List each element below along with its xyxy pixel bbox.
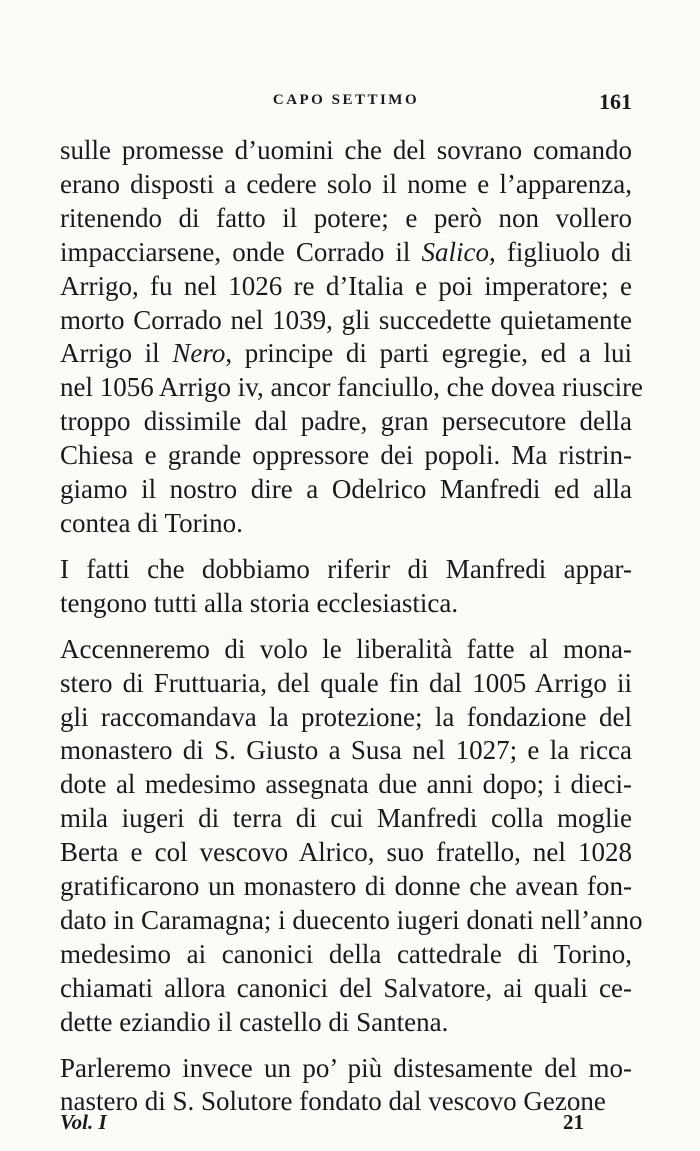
running-title: CAPO SETTIMO — [272, 92, 420, 108]
text-line: giamo il nostro dire a Odelrico Manfredi ed alla — [60, 474, 632, 505]
text-line: morto Corrado nel 1039, gli succedette quietamente — [60, 304, 632, 335]
text-line: sulle promesse d’uomini che del sovrano comando — [60, 135, 632, 165]
text-line: dote al medesimo assegnata due anni dopo; i dieci- — [60, 769, 632, 800]
signature-mark: 21 — [563, 1110, 584, 1134]
page-number: 161 — [599, 89, 632, 114]
page-footer — [60, 1110, 632, 1140]
paragraph — [60, 633, 643, 1040]
text-line: tengono tutti alla storia ecclesiastica. — [60, 587, 459, 618]
italic-term: Salico — [421, 236, 490, 267]
text-line: medesimo ai canonici della cattedrale di Torino, — [60, 938, 632, 969]
text-line: I fatti che dobbiamo riferir di Manfredi appar- — [60, 553, 632, 584]
text-line: Berta e col vescovo Alrico, suo fratello, nel 1028 — [60, 837, 632, 868]
text-line: monastero di S. Giusto a Susa nel 1027; e la ricca — [60, 735, 632, 766]
body-text — [60, 134, 644, 1119]
text-line: nel 1056 Arrigo iv, ancor fanciullo, che dovea riuscire — [60, 372, 644, 403]
italic-term: Nero — [172, 338, 226, 369]
text-line: nastero di S. Solutore fondato dal vescovo Gezone — [60, 1086, 606, 1117]
text-line: chiamati allora canonici del Salvatore, ai quali ce- — [60, 972, 632, 1003]
text-line: Parleremo invece un po’ più distesamente del mo- — [60, 1052, 632, 1083]
volume-signature: Vol. I — [60, 1110, 107, 1134]
text-line: stero di Fruttuaria, del quale fin dal 1005 Arrigo ii — [60, 667, 632, 698]
text-line: Accenneremo di volo le liberalità fatte al mona- — [60, 633, 632, 664]
text-line: gratificarono un monastero di donne che avean fon- — [60, 871, 632, 902]
text-line: Chiesa e grande oppressore dei popoli. Ma ristrin- — [60, 440, 632, 471]
text-line: contea di Torino. — [60, 507, 243, 538]
text-line: dato in Caramagna; i duecento iugeri donati nell’anno — [60, 904, 643, 935]
paragraph — [60, 134, 644, 541]
text-line: Arrigo il Nero, principe di parti egregie, ed a lui — [60, 338, 632, 369]
text-line: ritenendo di fatto il potere; e però non vollero — [60, 202, 632, 233]
text-line: dette eziandio il castello di Santena. — [60, 1006, 449, 1037]
text-line: mila iugeri di terra di cui Manfredi colla moglie — [60, 803, 632, 834]
page-header — [60, 89, 632, 118]
text-line: erano disposti a cedere solo il nome e l’apparenza, — [60, 168, 632, 199]
text-line: Arrigo, fu nel 1026 re d’Italia e poi imperatore; e — [60, 270, 632, 301]
text-line: impacciarsene, onde Corrado il Salico, figliuolo di — [60, 236, 633, 267]
text-line: troppo dissimile dal padre, gran persecutore della — [60, 406, 632, 437]
paragraph — [60, 553, 632, 621]
text-line: gli raccomandava la protezione; la fondazione del — [60, 701, 632, 732]
